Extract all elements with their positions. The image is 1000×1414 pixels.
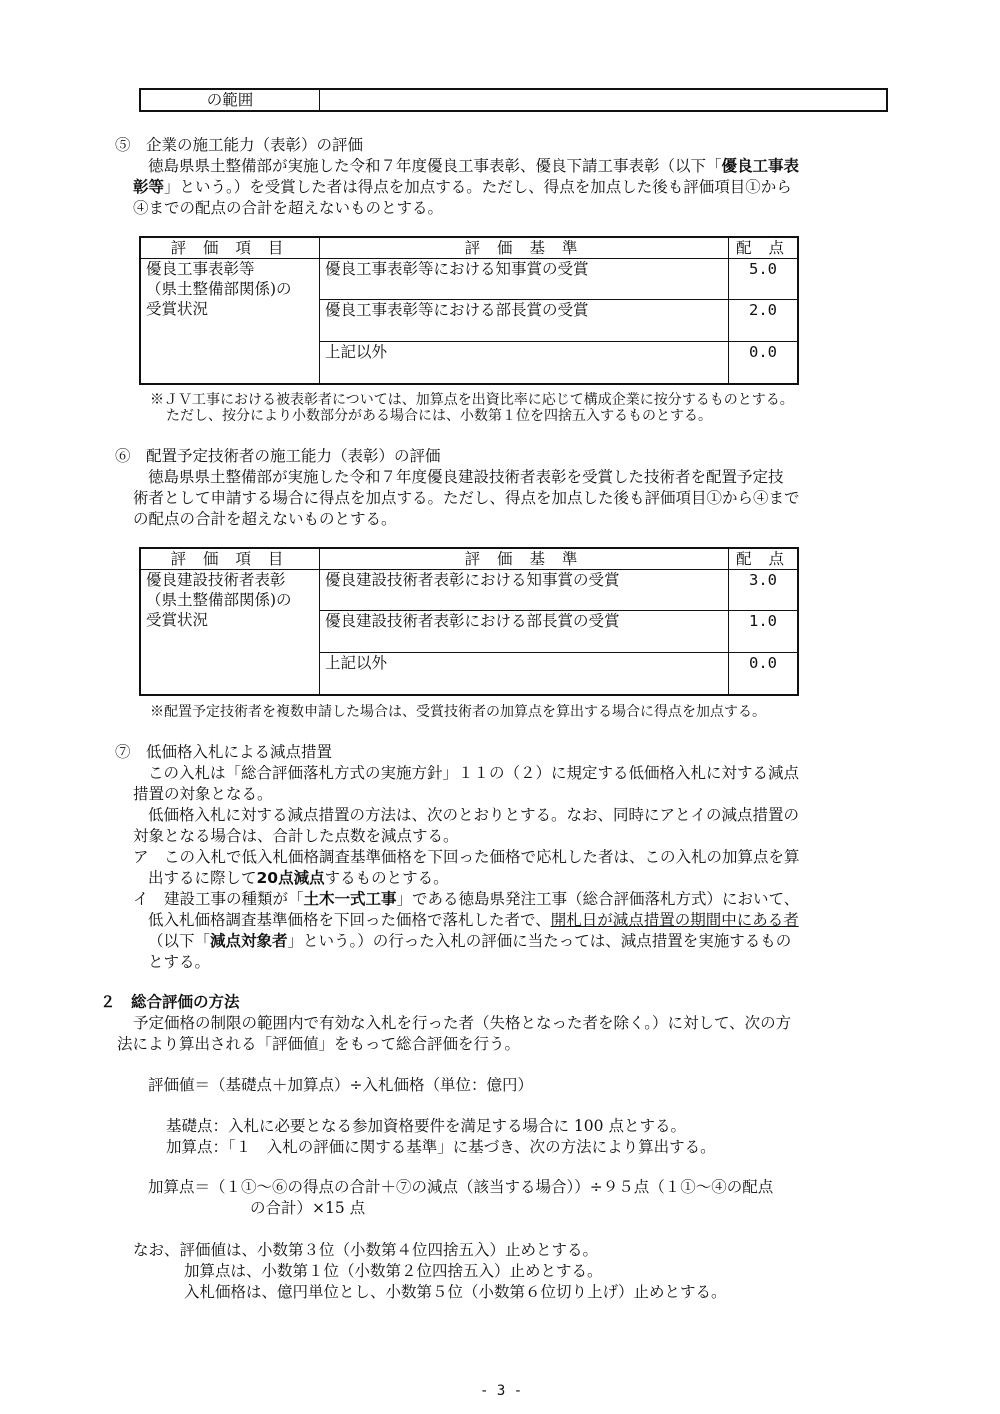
s5-para-line2: 彰等」という。）を受賞した者は得点を加点する。ただし、得点を加点した後も評価項目①から xyxy=(133,178,792,196)
formula-added-line2: の合計）×15 点 xyxy=(250,1199,366,1217)
s5-para-line1: 徳島県県土整備部が実施した令和７年度優良工事表彰、優良下請工事表彰（以下「優良工事表 xyxy=(148,157,800,175)
s5-table-header xyxy=(140,237,798,259)
header-item: 評 価 項 目 xyxy=(140,548,320,570)
s2-para-line1: 予定価格の制限の範囲内で有効な入札を行った者（失格となった者を除く。）に対して、次の方 xyxy=(133,1014,792,1032)
s6-para-line3: の配点の合計を超えないものとする。 xyxy=(133,510,397,528)
s2-para-line2: 法により算出される「評価値」をもって総合評価を行う。 xyxy=(117,1035,521,1053)
header-points: 配 点 xyxy=(729,237,799,259)
s5-note-1: ※ＪＶ工事における被表彰者については、加算点を出資比率に応じて構成企業に按分するものとする。 xyxy=(150,392,794,408)
underlined-condition: 開札日が減点措置の期間中にある者 xyxy=(550,911,799,929)
table-row xyxy=(140,570,798,611)
points-cell: 3.0 xyxy=(729,570,799,611)
rounding-rule-2: 加算点は、小数第１位（小数第２位四捨五入）止めとする。 xyxy=(184,1262,603,1280)
points-cell: 2.0 xyxy=(729,300,799,342)
item-cell: 優良工事表彰等 （県土整備部関係)の 受賞状況 xyxy=(140,259,320,385)
rounding-rule-3: 入札価格は、億円単位とし、小数第５位（小数第６位切り上げ）止めとする。 xyxy=(184,1283,727,1301)
header-item: 評 価 項 目 xyxy=(140,237,320,259)
page-number: - 3 - xyxy=(480,1383,523,1399)
criteria-cell: 上記以外 xyxy=(320,342,729,385)
s7-para-line3: 低価格入札に対する減点措置の方法は、次のとおりとする。なお、同時にアとイの減点措置の xyxy=(148,806,800,824)
range-value xyxy=(320,89,888,111)
criteria-cell: 優良建設技術者表彰における知事賞の受賞 xyxy=(320,570,729,611)
s7-item-i-line2: 低入札価格調査基準価格を下回った価格で落札した者で、開札日が減点措置の期間中にある者 xyxy=(148,911,799,929)
work-type: 土木一式工事 xyxy=(303,890,397,908)
table-row xyxy=(140,259,798,300)
s5-eval-table xyxy=(139,236,799,385)
criteria-cell: 優良工事表彰等における知事賞の受賞 xyxy=(320,259,729,300)
s6-note: ※配置予定技術者を複数申請した場合は、受賞技術者の加算点を算出する場合に得点を加点する。 xyxy=(150,704,766,720)
item-cell: 優良建設技術者表彰 （県土整備部関係)の 受賞状況 xyxy=(140,570,320,696)
header-points: 配 点 xyxy=(729,548,799,570)
s5-note-2: ただし、按分により小数部分がある場合には、小数第１位を四捨五入するものとする。 xyxy=(166,408,712,424)
formula-added-line1: 加算点＝（１①～⑥の得点の合計＋⑦の減点（該当する場合））÷９５点（１①～④の配点 xyxy=(148,1178,774,1196)
points-cell: 0.0 xyxy=(729,653,799,696)
s7-heading: ⑦ 低価格入札による減点措置 xyxy=(115,743,333,761)
added-points-desc: 加算点：「１ 入札の評価に関する基準」に基づき、次の方法により算出する。 xyxy=(166,1138,716,1156)
header-criteria: 評 価 基 準 xyxy=(320,237,729,259)
s6-eval-table xyxy=(139,547,799,696)
s6-heading: ⑥ 配置予定技術者の施工能力（表彰）の評価 xyxy=(115,447,441,465)
penalty-points: 20点減点 xyxy=(256,869,325,887)
s6-para-line2: 術者として申請する場合に得点を加点する。ただし、得点を加点した後も評価項目①から④まで xyxy=(133,489,800,507)
points-cell: 5.0 xyxy=(729,259,799,300)
s5-heading: ⑤ 企業の施工能力（表彰）の評価 xyxy=(115,136,364,154)
penalty-target: 減点対象者 xyxy=(210,932,288,950)
header-criteria: 評 価 基 準 xyxy=(320,548,729,570)
s7-item-a-line2: 出するに際して20点減点するものとする。 xyxy=(148,869,449,887)
base-points-desc: 基礎点：入札に必要となる参加資格要件を満足する場合に 100 点とする。 xyxy=(166,1117,686,1135)
s7-para-line4: 対象となる場合は、合計した点数を減点する。 xyxy=(133,827,459,845)
s7-para-line1: この入札は「総合評価落札方式の実施方針」１１の（２）に規定する低価格入札に対する減点 xyxy=(148,764,800,782)
formula-score: 評価値＝（基礎点＋加算点）÷入札価格（単位：億円） xyxy=(148,1076,533,1094)
s7-item-i-line3: （以下「減点対象者」という。）の行った入札の評価に当たっては、減点措置を実施するもの xyxy=(148,932,792,950)
s7-item-i-line1: イ 建設工事の種類が「土木一式工事」である徳島県発注工事（総合評価落札方式）において、 xyxy=(133,890,800,908)
criteria-cell: 上記以外 xyxy=(320,653,729,696)
s7-item-a-line1: ア この入札で低入札価格調査基準価格を下回った価格で応札した者は、この入札の加算点を算 xyxy=(133,848,800,866)
criteria-cell: 優良工事表彰等における部長賞の受賞 xyxy=(320,300,729,342)
s7-para-line2: 措置の対象となる。 xyxy=(133,785,273,803)
s6-para-line1: 徳島県県土整備部が実施した令和７年度優良建設技術者表彰を受賞した技術者を配置予定技 xyxy=(148,468,784,486)
s5-para-line3: ④までの配点の合計を超えないものとする。 xyxy=(133,199,444,217)
s7-item-i-line4: とする。 xyxy=(148,953,211,971)
s5-bold-term-1: 優良工事表 xyxy=(721,157,800,175)
points-cell: 0.0 xyxy=(729,342,799,385)
criteria-cell: 優良建設技術者表彰における部長賞の受賞 xyxy=(320,611,729,653)
points-cell: 1.0 xyxy=(729,611,799,653)
top-range-table xyxy=(139,88,888,112)
s2-heading: ２ 総合評価の方法 xyxy=(100,993,240,1011)
rounding-rule-1: なお、評価値は、小数第３位（小数第４位四捨五入）止めとする。 xyxy=(133,1241,599,1259)
s5-bold-term-2: 彰等 xyxy=(133,178,165,196)
s6-table-header xyxy=(140,548,798,570)
range-label: の範囲 xyxy=(140,89,320,111)
